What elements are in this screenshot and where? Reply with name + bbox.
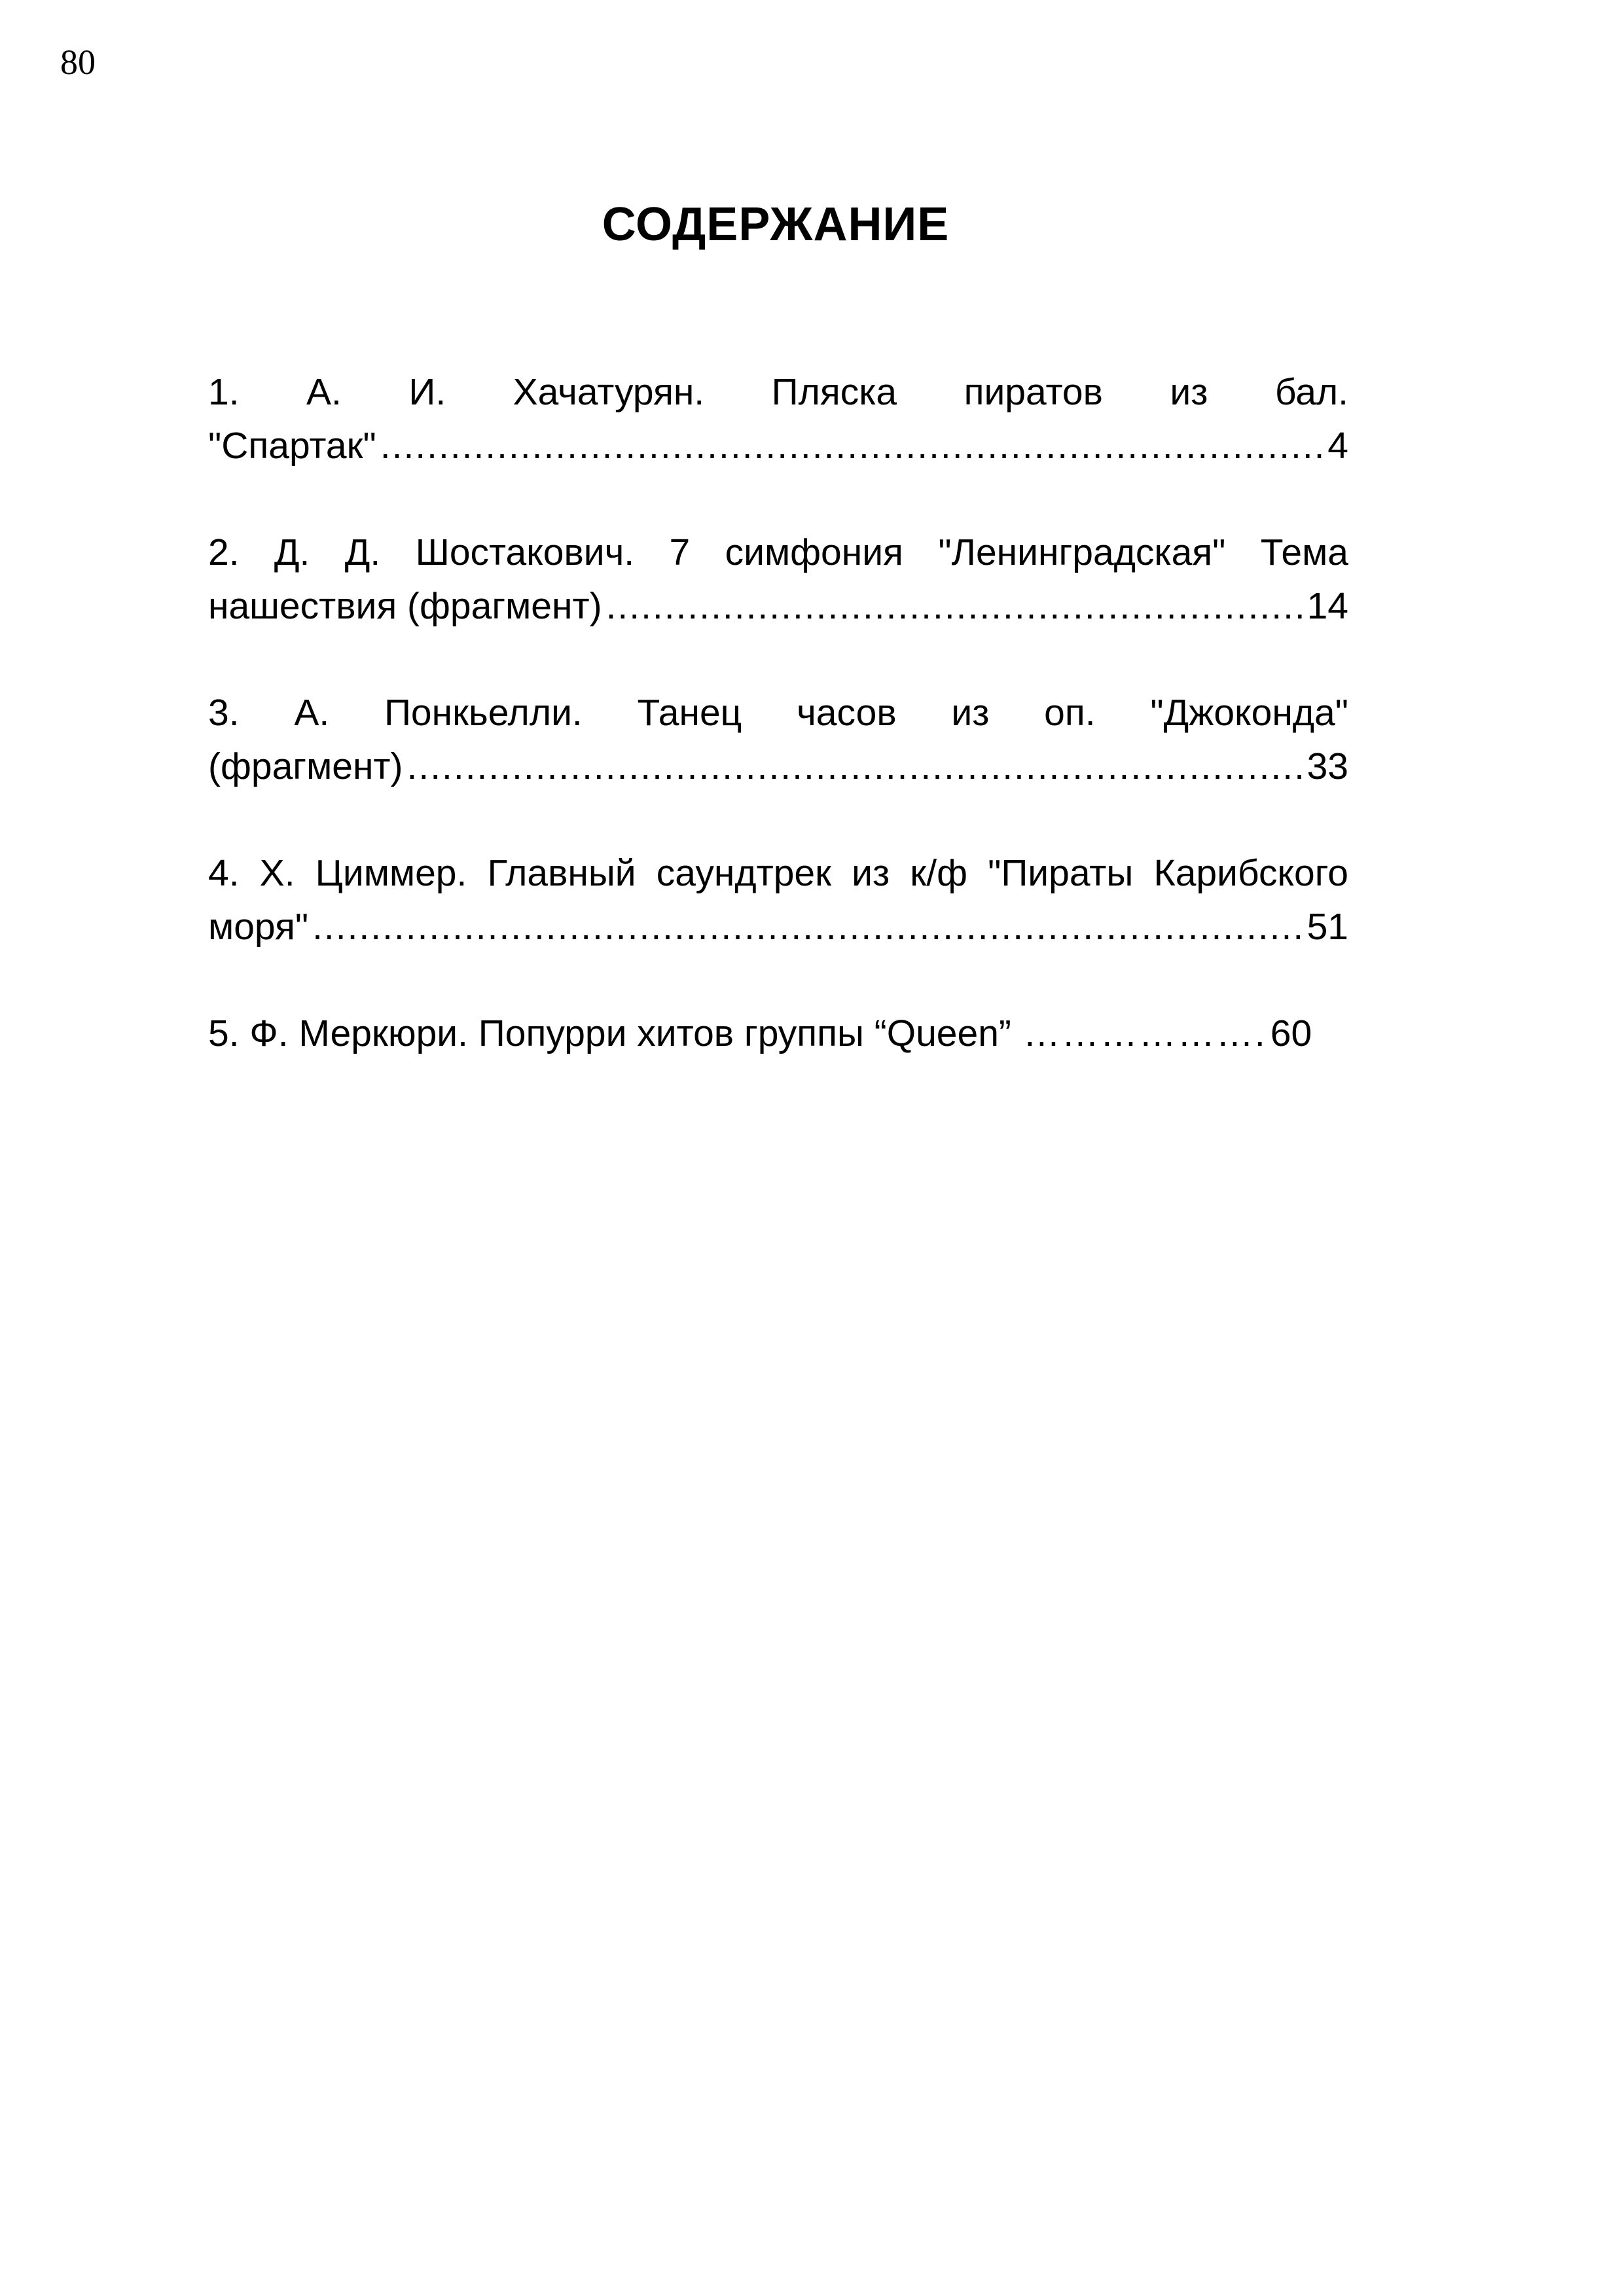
toc-entry-title: 1. А. И. Хачатурян. Пляска пиратов из бал. bbox=[208, 371, 1348, 413]
toc-entry-title: 4. Х. Циммер. Главный саундтрек из к/ф "Пираты Карибского bbox=[208, 852, 1348, 894]
toc-entry-title-end: "Спартак" bbox=[208, 425, 376, 467]
page-title: СОДЕРЖАНИЕ bbox=[602, 198, 950, 251]
toc-entry-5 bbox=[208, 1007, 1348, 1060]
toc-entry-continuation bbox=[208, 579, 1348, 633]
toc-entry-title: 3. А. Понкьелли. Танец часов из оп. "Джоконда" bbox=[208, 692, 1348, 734]
toc-entry-continuation bbox=[208, 740, 1348, 793]
dot-leader: ………………. bbox=[1022, 1013, 1267, 1054]
dot-leader bbox=[606, 579, 1303, 633]
toc-entry-continuation bbox=[208, 419, 1348, 473]
toc-entry-page: 51 bbox=[1307, 906, 1348, 948]
toc-entry-page: 60 bbox=[1270, 1013, 1312, 1054]
dot-leader bbox=[312, 900, 1303, 954]
toc-entry-title-end: (фрагмент) bbox=[208, 745, 403, 787]
toc-entry-continuation bbox=[208, 900, 1348, 954]
dot-leader bbox=[407, 740, 1303, 793]
dot-leader bbox=[380, 419, 1324, 473]
toc-entry-title-end: нашествия (фрагмент) bbox=[208, 585, 602, 627]
toc-entry-title: 5. Ф. Меркюри. Попурри хитов группы “Queen” bbox=[208, 1013, 1011, 1054]
toc-entry-4 bbox=[208, 846, 1348, 954]
toc-entry-line bbox=[208, 1007, 1312, 1060]
toc-entry-2 bbox=[208, 526, 1348, 633]
toc-entry-1 bbox=[208, 365, 1348, 473]
toc-entry-page: 4 bbox=[1327, 425, 1348, 467]
toc-entry-title-end: моря" bbox=[208, 906, 309, 948]
toc-entry-page: 33 bbox=[1307, 745, 1348, 787]
toc-entry-title: 2. Д. Д. Шостакович. 7 симфония "Ленинградская" Тема bbox=[208, 531, 1348, 573]
toc-entry-page: 14 bbox=[1307, 585, 1348, 627]
page-number: 80 bbox=[60, 43, 96, 82]
table-of-contents bbox=[208, 365, 1348, 1113]
toc-entry-3 bbox=[208, 686, 1348, 793]
